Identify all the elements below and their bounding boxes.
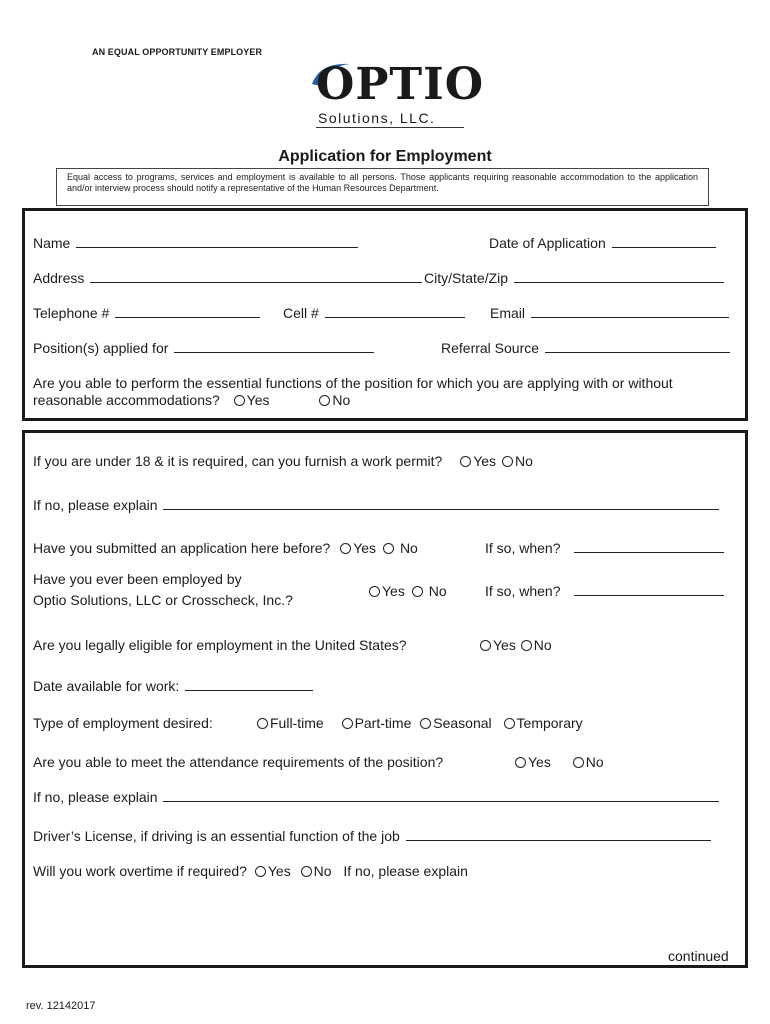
overtime-yes-option[interactable] [255, 863, 291, 879]
date-of-application-label: Date of Application [489, 235, 606, 251]
no-label: No [332, 392, 351, 408]
radio-icon[interactable] [301, 866, 312, 877]
yes-label: Yes [353, 540, 377, 556]
name-line[interactable] [76, 235, 358, 248]
no-label: No [428, 583, 447, 599]
radio-icon[interactable] [342, 718, 353, 729]
no-label: No [585, 754, 604, 770]
if-so-when-label: If so, when? [485, 583, 561, 599]
temporary-label: Temporary [516, 715, 583, 731]
permit-no-option[interactable] [502, 453, 533, 469]
overtime-no-option[interactable] [301, 863, 332, 879]
drivers-license-line[interactable] [406, 828, 711, 841]
email-field[interactable] [490, 305, 729, 321]
radio-icon[interactable] [255, 866, 266, 877]
radio-icon[interactable] [383, 543, 394, 554]
explain-label: If no, please explain [33, 789, 158, 805]
date-available-line[interactable] [185, 678, 313, 691]
date-of-application-line[interactable] [612, 235, 716, 248]
cell-label: Cell # [283, 305, 319, 321]
positions-field[interactable] [33, 340, 374, 356]
seasonal-option[interactable] [420, 715, 491, 731]
logo-underline [316, 127, 464, 128]
employment-type-options [257, 715, 583, 731]
explain-line[interactable] [163, 497, 719, 510]
attendance-yes-option[interactable] [515, 754, 551, 770]
radio-icon[interactable] [573, 757, 584, 768]
employment-type-question: Type of employment desired: [33, 715, 213, 731]
cell-line[interactable] [325, 305, 465, 318]
submitted-before-label: Have you submitted an application here before? [33, 540, 331, 556]
referral-field[interactable] [441, 340, 730, 356]
permit-yes-option[interactable] [460, 453, 496, 469]
attendance-question: Are you able to meet the attendance requirements of the position? [33, 754, 444, 770]
explain-label: If no, please explain [33, 497, 158, 513]
name-label: Name [33, 235, 71, 251]
no-label: No [514, 453, 533, 469]
if-so-when-label: If so, when? [485, 540, 561, 556]
yes-label: Yes [493, 637, 516, 653]
explain-line[interactable] [163, 789, 719, 802]
radio-icon[interactable] [369, 586, 380, 597]
eoe-statement: AN EQUAL OPPORTUNITY EMPLOYER [92, 47, 263, 57]
radio-icon[interactable] [504, 718, 515, 729]
part-time-option[interactable] [342, 715, 412, 731]
eligible-options [480, 637, 552, 653]
temporary-option[interactable] [504, 715, 583, 731]
no-label: No [399, 540, 418, 556]
drivers-license-field[interactable] [33, 828, 711, 844]
work-permit-question [33, 453, 533, 469]
date-available-label: Date available for work: [33, 678, 180, 694]
positions-label: Position(s) applied for [33, 340, 169, 356]
telephone-field[interactable] [33, 305, 260, 321]
referral-line[interactable] [545, 340, 730, 353]
employed-no-option[interactable] [412, 583, 447, 599]
employed-before-question: Have you ever been employed by [33, 571, 242, 587]
telephone-line[interactable] [115, 305, 260, 318]
full-time-option[interactable] [257, 715, 324, 731]
no-label: No [533, 637, 552, 653]
revision-number: rev. 12142017 [26, 1000, 96, 1012]
accessibility-notice: Equal access to programs, services and employment is available to all persons. Those applicants requiring reasonable accommodation to the application and/or interview process should notify a representative of the Human Resources Department. [56, 168, 709, 206]
no-label: No [313, 863, 332, 879]
continued-note: continued [668, 948, 729, 964]
submitted-no-option[interactable] [383, 540, 418, 556]
yes-label: Yes [528, 754, 551, 770]
employed-when-field[interactable] [485, 583, 724, 599]
address-field[interactable] [33, 270, 422, 286]
yes-label: Yes [382, 583, 405, 599]
radio-icon[interactable] [480, 640, 491, 651]
attendance-options [515, 754, 604, 770]
employed-before-question-cont: Optio Solutions, LLC or Crosscheck, Inc.? [33, 592, 293, 608]
yes-label: Yes [267, 863, 291, 879]
employed-options [369, 583, 447, 599]
radio-icon[interactable] [257, 718, 268, 729]
overtime-explain-label: If no, please explain [343, 863, 468, 879]
positions-line[interactable] [174, 340, 374, 353]
cell-field[interactable] [283, 305, 465, 321]
radio-icon[interactable] [460, 456, 471, 467]
city-state-zip-label: City/State/Zip [424, 270, 509, 286]
part-time-label: Part-time [354, 715, 412, 731]
date-available-field[interactable] [33, 678, 313, 694]
name-field[interactable] [33, 235, 358, 251]
essential-functions-label: reasonable accommodations? [33, 392, 220, 408]
date-of-application-field[interactable] [489, 235, 716, 251]
drivers-license-label: Driver’s License, if driving is an essential function of the job [33, 828, 400, 844]
radio-icon[interactable] [234, 395, 245, 406]
essential-no-option[interactable] [319, 392, 350, 408]
address-label: Address [33, 270, 85, 286]
company-logo-subtitle: Solutions, LLC. [318, 110, 436, 126]
radio-icon[interactable] [319, 395, 330, 406]
address-line[interactable] [90, 270, 422, 283]
city-state-zip-field[interactable] [424, 270, 724, 286]
if-so-when-line[interactable] [574, 583, 724, 596]
essential-functions-question-cont [33, 392, 350, 408]
email-line[interactable] [531, 305, 729, 318]
yes-label: Yes [246, 392, 270, 408]
radio-icon[interactable] [515, 757, 526, 768]
submitted-before-question [33, 540, 418, 556]
submitted-yes-option[interactable] [340, 540, 376, 556]
yes-label: Yes [473, 453, 497, 469]
radio-icon[interactable] [521, 640, 532, 651]
employed-yes-option[interactable] [369, 583, 405, 599]
essential-functions-question: Are you able to perform the essential functions of the position for which you are applying with or without [33, 375, 673, 391]
eligible-question: Are you legally eligible for employment in the United States? [33, 637, 407, 653]
eligible-no-option[interactable] [521, 637, 552, 653]
overtime-label: Will you work overtime if required? [33, 863, 247, 879]
telephone-label: Telephone # [33, 305, 110, 321]
company-logo-word: OPTIO [316, 59, 485, 110]
submitted-when-field[interactable] [485, 540, 724, 556]
work-permit-label: If you are under 18 & it is required, can you furnish a work permit? [33, 453, 443, 469]
email-label: Email [490, 305, 526, 321]
permit-explain-field[interactable] [33, 497, 719, 513]
radio-icon[interactable] [420, 718, 431, 729]
referral-label: Referral Source [441, 340, 540, 356]
city-state-zip-line[interactable] [514, 270, 724, 283]
radio-icon[interactable] [412, 586, 423, 597]
overtime-question [33, 863, 468, 879]
eligible-yes-option[interactable] [480, 637, 516, 653]
page-title: Application for Employment [278, 148, 492, 165]
if-so-when-line[interactable] [574, 540, 724, 553]
full-time-label: Full-time [270, 715, 324, 731]
radio-icon[interactable] [340, 543, 351, 554]
attendance-explain-field[interactable] [33, 789, 719, 805]
seasonal-label: Seasonal [433, 715, 492, 731]
radio-icon[interactable] [502, 456, 513, 467]
attendance-no-option[interactable] [573, 754, 604, 770]
essential-yes-option[interactable] [234, 392, 270, 408]
